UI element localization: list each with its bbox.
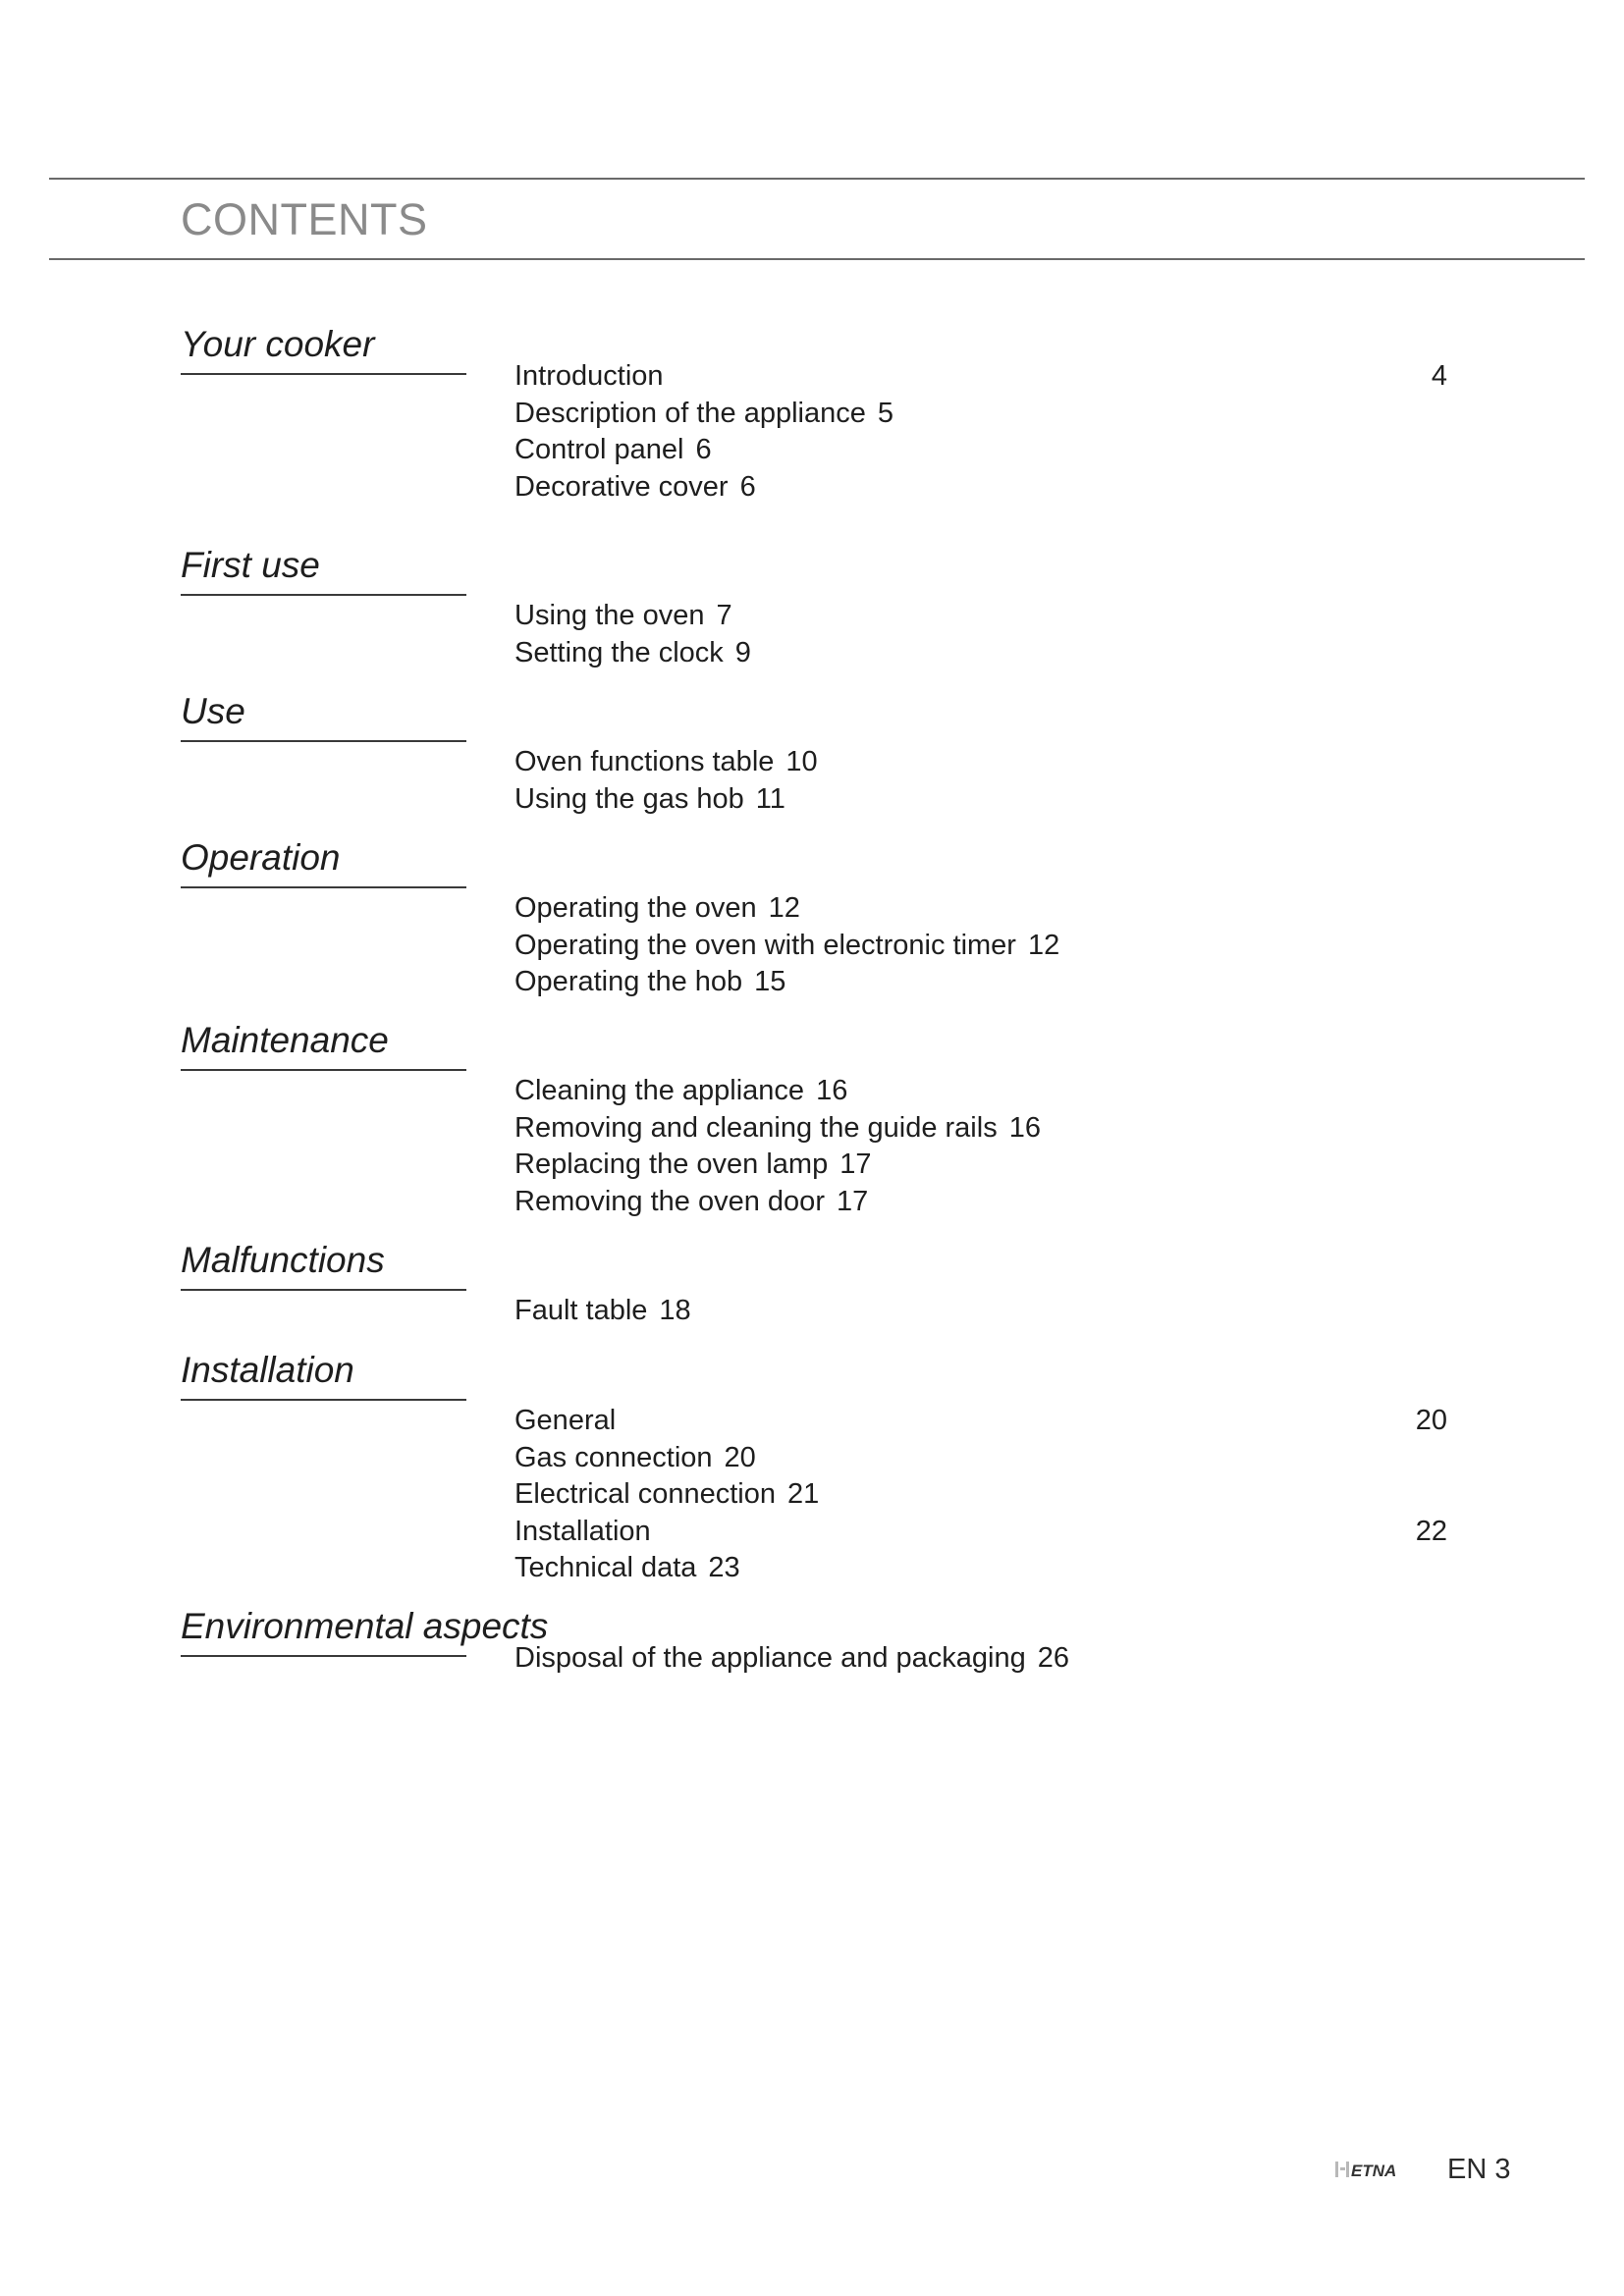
section-entries xyxy=(514,744,1457,818)
entry-title: Introduction xyxy=(514,360,664,392)
toc-entry[interactable] xyxy=(514,598,1457,635)
entry-page-number: 20 xyxy=(1415,1405,1447,1436)
entry-title: Replacing the oven lamp xyxy=(514,1148,829,1180)
entry-title: Disposal of the appliance and packaging xyxy=(514,1642,1026,1674)
toc-entry[interactable] xyxy=(514,1640,1457,1678)
section-entries xyxy=(514,358,1457,506)
entry-page-number: 7 xyxy=(716,600,732,631)
entry-page-number: 16 xyxy=(1008,1111,1041,1144)
section-underline xyxy=(181,1289,466,1291)
section-underline xyxy=(181,1399,466,1401)
page-footer xyxy=(1335,2150,1510,2189)
toc-entry[interactable] xyxy=(514,1476,1457,1514)
toc-entry[interactable] xyxy=(514,964,1457,1001)
entry-title: Gas connection xyxy=(514,1441,713,1473)
svg-text:ETNA: ETNA xyxy=(1351,2162,1397,2180)
page-title: CONTENTS xyxy=(181,194,428,244)
toc-entry[interactable] xyxy=(514,1403,1457,1440)
entry-title: Operating the oven xyxy=(514,892,757,924)
entry-title: Cleaning the appliance xyxy=(514,1075,805,1106)
entry-page-number: 5 xyxy=(877,397,894,429)
section-entries xyxy=(514,1073,1457,1220)
entry-page-number: 12 xyxy=(768,892,800,924)
entry-title: Oven functions table xyxy=(514,746,775,777)
header-top-rule xyxy=(49,178,1585,180)
section-entries xyxy=(514,1640,1457,1678)
entry-page-number: 20 xyxy=(724,1441,756,1473)
entry-title: Installation xyxy=(514,1515,651,1547)
toc-entry[interactable] xyxy=(514,1440,1457,1477)
section-heading: Operation xyxy=(181,837,341,878)
entry-page-number: 12 xyxy=(1027,929,1060,961)
entry-page-number: 11 xyxy=(755,782,785,815)
etna-logo-icon xyxy=(1335,2159,1406,2180)
entry-page-number: 4 xyxy=(1431,360,1447,392)
toc-entry[interactable] xyxy=(514,432,1457,469)
entry-page-number: 10 xyxy=(785,746,818,777)
entry-title: Technical data xyxy=(514,1552,697,1583)
toc-entry[interactable] xyxy=(514,1550,1457,1587)
toc-entry[interactable] xyxy=(514,1184,1457,1221)
entry-title: Removing the oven door xyxy=(514,1185,825,1217)
entry-title: Fault table xyxy=(514,1295,648,1326)
toc-entry[interactable] xyxy=(514,396,1457,433)
toc-entry[interactable] xyxy=(514,1293,1457,1330)
entry-page-number: 18 xyxy=(659,1295,691,1326)
section-underline xyxy=(181,1069,466,1071)
section-entries xyxy=(514,890,1457,1001)
entry-page-number: 6 xyxy=(739,470,756,503)
section-underline xyxy=(181,740,466,742)
section-underline xyxy=(181,594,466,596)
toc-entry[interactable] xyxy=(514,890,1457,928)
entry-title: Using the gas hob xyxy=(514,782,744,815)
toc-entry[interactable] xyxy=(514,781,1457,819)
section-heading: First use xyxy=(181,545,320,585)
header-bottom-rule xyxy=(49,258,1585,260)
page-number: EN 3 xyxy=(1447,2153,1511,2185)
toc-entry[interactable] xyxy=(514,635,1457,672)
toc-entry[interactable] xyxy=(514,1073,1457,1110)
entry-title: Decorative cover xyxy=(514,470,729,503)
entry-page-number: 17 xyxy=(836,1185,869,1217)
entry-page-number: 6 xyxy=(695,434,712,465)
section-entries xyxy=(514,598,1457,671)
section-entries xyxy=(514,1403,1457,1587)
entry-page-number: 22 xyxy=(1415,1515,1447,1547)
entry-page-number: 15 xyxy=(754,966,786,997)
entry-page-number: 23 xyxy=(708,1552,740,1583)
section-heading: Your cooker xyxy=(181,324,375,364)
entry-title: Removing and cleaning the guide rails xyxy=(514,1111,998,1144)
toc-entry[interactable] xyxy=(514,358,1457,396)
entry-page-number: 16 xyxy=(816,1075,848,1106)
entry-title: Description of the appliance xyxy=(514,397,866,429)
entry-page-number: 21 xyxy=(786,1478,820,1510)
entry-page-number: 17 xyxy=(839,1148,872,1180)
section-underline xyxy=(181,373,466,375)
section-heading: Maintenance xyxy=(181,1020,389,1060)
entry-title: Using the oven xyxy=(514,600,705,631)
entry-title: Electrical connection xyxy=(514,1478,776,1510)
entry-page-number: 9 xyxy=(734,636,751,668)
section-underline xyxy=(181,1655,466,1657)
section-heading: Malfunctions xyxy=(181,1240,385,1280)
entry-title: Operating the hob xyxy=(514,966,743,997)
toc-entry[interactable] xyxy=(514,1110,1457,1148)
toc-entry[interactable] xyxy=(514,469,1457,507)
entry-title: Operating the oven with electronic timer xyxy=(514,929,1016,961)
section-heading: Use xyxy=(181,691,245,731)
toc-entry[interactable] xyxy=(514,928,1457,965)
entry-page-number: 26 xyxy=(1037,1642,1070,1674)
section-entries xyxy=(514,1293,1457,1330)
toc-entry[interactable] xyxy=(514,1514,1457,1551)
entry-title: General xyxy=(514,1405,617,1436)
toc-entry[interactable] xyxy=(514,1147,1457,1184)
entry-title: Control panel xyxy=(514,434,684,465)
section-heading: Environmental aspects xyxy=(181,1606,549,1646)
section-underline xyxy=(181,886,466,888)
entry-title: Setting the clock xyxy=(514,636,724,668)
section-heading: Installation xyxy=(181,1350,354,1390)
toc-entry[interactable] xyxy=(514,744,1457,781)
